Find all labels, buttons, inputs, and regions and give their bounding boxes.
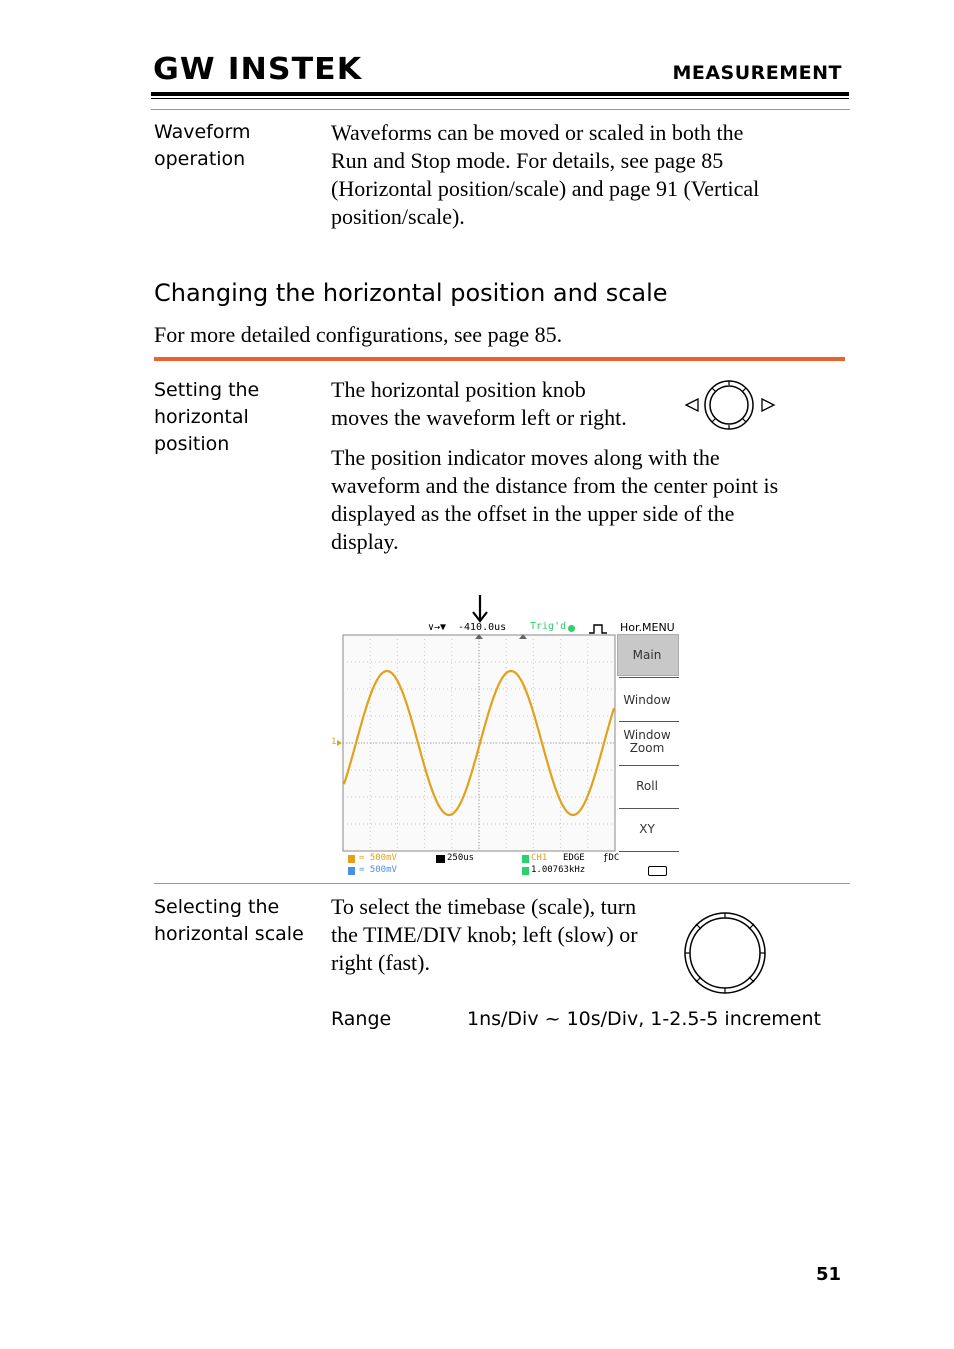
ch1-badge [348,855,355,863]
setting-position-label: Setting the horizontal position [154,379,260,455]
menu-divider [619,851,679,852]
page-number: 51 [816,1264,842,1285]
oscilloscope-display [330,590,685,880]
menu-divider [619,808,679,809]
trig-coupling: ƒDC [603,853,620,863]
position-knob-text: The horizontal position knob moves the waveform left or right. [331,377,627,430]
section-title: MEASUREMENT [672,62,842,84]
trig-source-badge [522,855,529,863]
range-label: Range [331,1008,392,1030]
gw-instek-logo: GW INSTEK [153,52,363,87]
menu-window[interactable]: Window [623,693,671,707]
offset-readout: -410.0us [458,622,507,633]
trig-source: CH1 [531,853,548,863]
selecting-scale-label: Selecting the horizontal scale [154,896,304,945]
ch2-badge [348,867,355,875]
ch1-ground-marker [337,740,342,746]
trig-status: Trig'd [530,621,567,632]
ch1-ground-label: 1 [331,737,337,747]
waveform-operation-label: Waveform operation [154,121,251,170]
menu-main-label: Main [632,648,662,662]
menu-xy[interactable]: XY [639,822,655,836]
intro-text: For more detailed configurations, see page 85. [154,322,563,347]
orange-rule [154,357,845,361]
header-rule-thick [151,92,849,96]
header-rule-thin [151,98,849,99]
horizontal-position-indicator: ∨→▼ [428,622,447,633]
menu-roll[interactable]: Roll [636,779,658,793]
ch1-scale: = 500mV [359,853,397,863]
section-heading: Changing the horizontal position and scale [154,279,668,307]
menu-divider [619,765,679,766]
trig-type: EDGE [563,853,585,863]
menu-window-zoom[interactable]: Window Zoom [623,728,671,755]
horizontal-menu [615,634,679,852]
table-rule [151,109,850,110]
timebase-text: To select the timebase (scale), turn the TIME/DIV knob; left (slow) or right (fast). [331,894,638,975]
timebase-readout: 250us [447,853,475,863]
row-separator [154,883,850,884]
menu-divider [619,677,679,678]
freq-badge [522,867,529,875]
usb-icon [648,866,667,876]
timebase-badge [436,855,445,863]
menu-title: Hor.MENU [620,621,675,634]
waveform-operation-text: Waveforms can be moved or scaled in both the Run and Stop mode. For details, see page 85 (Horizontal position/scale) and page 91 (Vertical position/scale). [331,120,760,229]
ch2-scale: = 500mV [359,865,397,875]
position-knob-icon [682,378,778,434]
range-value: 1ns/Div ~ 10s/Div, 1-2.5-5 increment [467,1008,821,1030]
position-indicator-text: The position indicator moves along with the waveform and the distance from the center point is displayed as the offset in the upper side of the display. [331,445,779,554]
time-div-knob-icon [682,910,768,996]
frequency-readout: 1.00763kHz [531,865,586,875]
menu-divider [619,721,679,722]
